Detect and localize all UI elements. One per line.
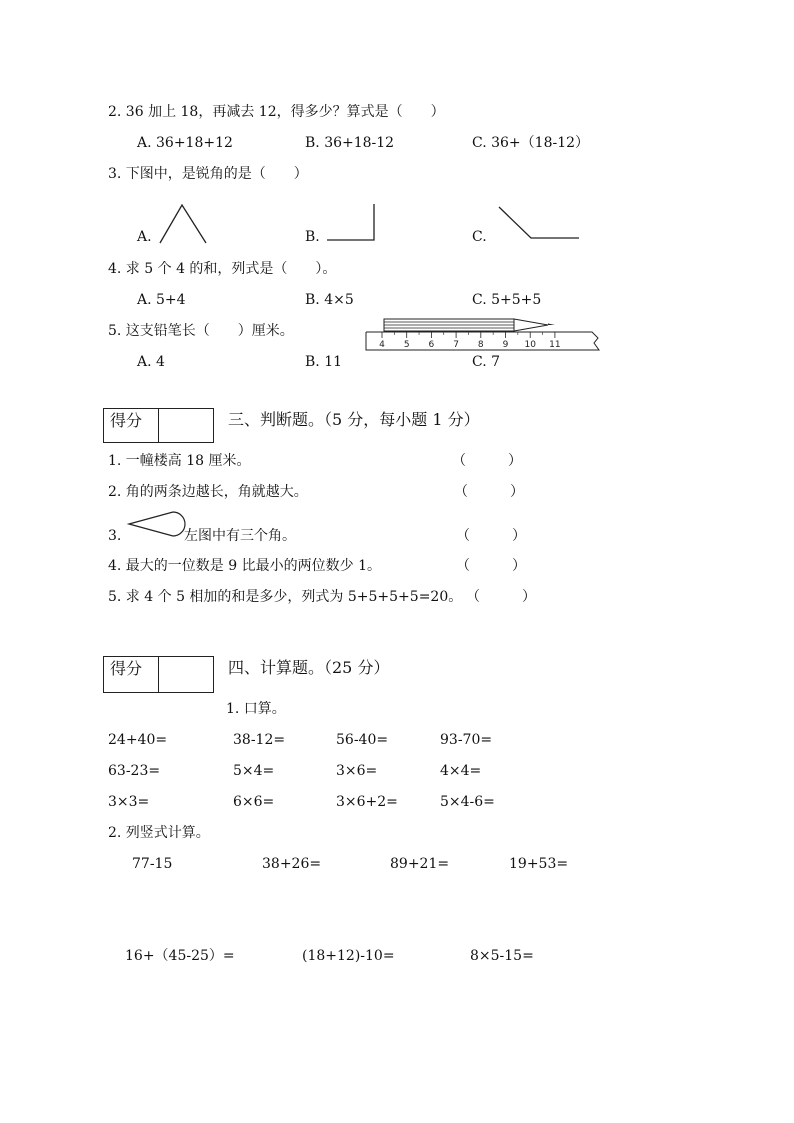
section3-score-box [103, 408, 214, 443]
section3-score-label: 得分 [110, 411, 143, 430]
pencil-icon [384, 319, 555, 331]
q5-stem: 5. 这支铅笔长（ ）厘米。 [108, 323, 294, 339]
ruler-tick-label: 9 [502, 340, 509, 350]
q2-option-b: B. 36+18-12 [305, 135, 395, 151]
section4-title: 四、计算题。（25 分） [228, 658, 390, 677]
q3-option-a: A. [137, 229, 152, 245]
oral-item: 63-23= [108, 763, 161, 779]
vertical-item: 19+53= [509, 856, 569, 872]
oral-item: 3×6+2= [336, 794, 398, 810]
q5-option-a: A. 4 [137, 354, 165, 370]
oral-item: 56-40= [336, 732, 389, 748]
judge-item-4: 4. 最大的一位数是 9 比最小的两位数少 1。 [108, 558, 381, 574]
obtuse-angle-figure [497, 205, 583, 243]
section4-score-label: 得分 [110, 659, 143, 678]
judge-blank-2[interactable]: （ ） [454, 484, 524, 500]
oral-item: 4×4= [440, 763, 482, 779]
oral-item: 24+40= [108, 732, 168, 748]
vertical-calc-title: 2. 列竖式计算。 [108, 825, 210, 841]
q2-stem: 2. 36 加上 18，再减去 12，得多少？算式是（ ） [108, 104, 445, 120]
oral-calc-title: 1. 口算。 [226, 701, 286, 717]
right-angle-figure [325, 202, 377, 244]
oral-item: 5×4-6= [440, 794, 495, 810]
oral-item: 3×3= [108, 794, 150, 810]
vertical-item: (18+12)-10= [302, 948, 395, 964]
section3-title: 三、判断题。（5 分，每小题 1 分） [228, 410, 480, 429]
judge-blank-5[interactable]: （ ） [466, 589, 536, 605]
section4-score-box [103, 656, 214, 693]
acute-angle-figure [158, 203, 210, 245]
oral-item: 3×6= [336, 763, 378, 779]
ruler-tick-label: 5 [403, 340, 410, 350]
vertical-item: 38+26= [262, 856, 322, 872]
ruler-tick-label: 10 [524, 340, 536, 350]
pencil-ruler-figure [360, 314, 605, 354]
vertical-item: 77-15 [132, 856, 173, 872]
oral-item: 93-70= [440, 732, 493, 748]
q3-option-c: C. [472, 229, 487, 245]
q5-option-b: B. 11 [305, 354, 343, 370]
judge-blank-1[interactable]: （ ） [452, 453, 522, 469]
judge-item-2: 2. 角的两条边越长，角就越大。 [108, 484, 308, 500]
oral-item: 6×6= [233, 794, 275, 810]
ruler-tick-label: 11 [549, 340, 561, 350]
oral-item: 5×4= [233, 763, 275, 779]
q2-option-a: A. 36+18+12 [137, 135, 233, 151]
vertical-item: 16+（45-25）= [125, 948, 235, 964]
q3-option-b: B. [305, 229, 320, 245]
ruler-tick-label: 8 [477, 340, 484, 350]
oral-item: 38-12= [233, 732, 286, 748]
judge-item-3-text: 左图中有三个角。 [184, 528, 296, 544]
q3-stem: 3. 下图中，是锐角的是（ ） [108, 166, 308, 182]
judge-item-5: 5. 求 4 个 5 相加的和是多少，列式为 5+5+5+5=20。 [108, 589, 463, 605]
judge-blank-4[interactable]: （ ） [456, 558, 526, 574]
q4-option-b: B. 4×5 [305, 292, 354, 308]
q2-option-c: C. 36+（18-12） [472, 135, 590, 151]
q4-stem: 4. 求 5 个 4 的和，列式是（ ）。 [108, 261, 337, 277]
ruler-tick-label: 7 [453, 340, 459, 350]
q4-option-a: A. 5+4 [137, 292, 186, 308]
ruler-tick-label: 6 [428, 340, 435, 350]
judge-item-3: 3. [108, 528, 122, 544]
fan-shape-figure [127, 510, 185, 546]
ruler-tick-label: 4 [379, 340, 385, 350]
q5-option-c: C. 7 [472, 354, 501, 370]
q4-option-c: C. 5+5+5 [472, 292, 542, 308]
vertical-item: 89+21= [390, 856, 450, 872]
judge-blank-3[interactable]: （ ） [456, 528, 526, 544]
vertical-item: 8×5-15= [470, 948, 534, 964]
judge-item-1: 1. 一幢楼高 18 厘米。 [108, 453, 251, 469]
